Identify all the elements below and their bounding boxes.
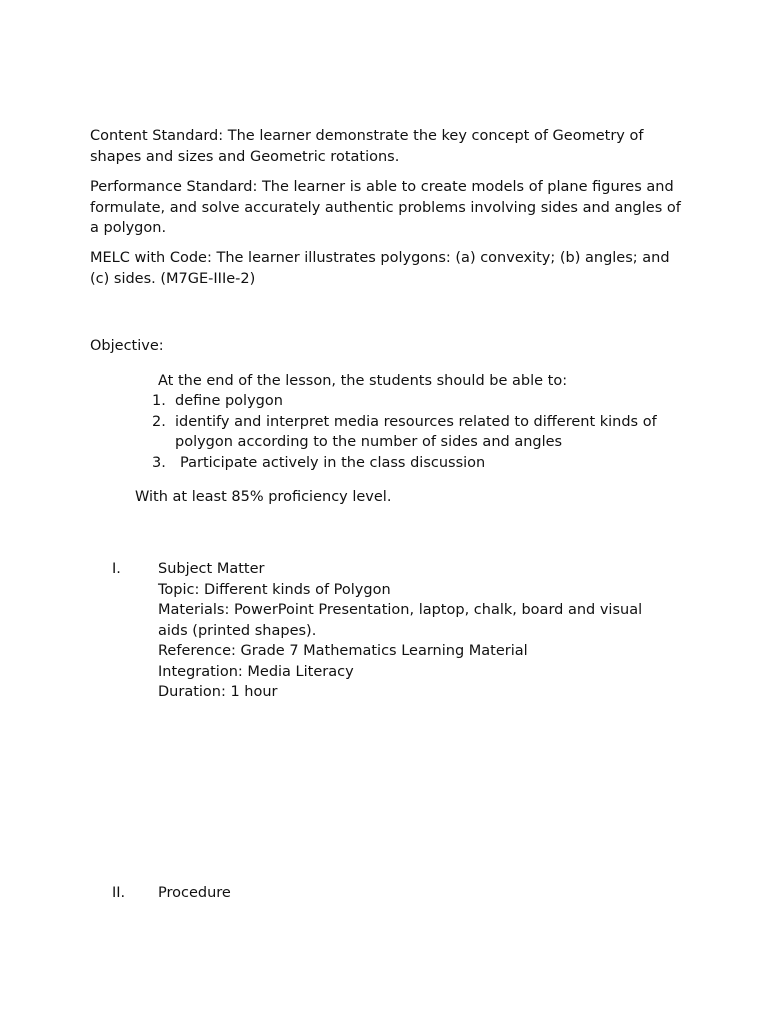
- objective-item-text: identify and interpret media resources related to different kinds of polygon according to the number of sides and angles: [175, 413, 657, 450]
- proficiency-level: With at least 85% proficiency level.: [135, 489, 392, 505]
- section-title: Procedure: [158, 885, 231, 901]
- objective-list: [152, 391, 692, 473]
- section-line-integration: Integration: Media Literacy: [158, 663, 354, 680]
- section-body: [158, 559, 658, 703]
- objective-item: [152, 412, 692, 453]
- section-line-materials: Materials: PowerPoint Presentation, laptop, chalk, board and visual aids (printed shapes).: [158, 602, 643, 639]
- section-body: [158, 883, 658, 904]
- section-line-topic: Topic: Different kinds of Polygon: [158, 581, 391, 598]
- objective-item-text: define polygon: [175, 393, 283, 409]
- objective-item-number: 2.: [152, 413, 166, 430]
- objective-item: [152, 391, 692, 412]
- content-standard: Content Standard: The learner demonstrate the key concept of Geometry of shapes and sizes and Geometric rotations.: [90, 128, 644, 165]
- objective-item: [152, 453, 692, 474]
- objective-item-number: 1.: [152, 393, 166, 409]
- objective-item-text: Participate actively in the class discussion: [180, 454, 486, 471]
- performance-standard: Performance Standard: The learner is able to create models of plane figures and formulate, and solve accurately authentic problems involving sides and angles of a polygon.: [90, 179, 681, 236]
- objective-item-number: 3.: [152, 454, 166, 471]
- section-number: II.: [112, 885, 126, 901]
- section-title: Subject Matter: [158, 561, 265, 577]
- objective-heading: Objective:: [90, 338, 164, 354]
- melc-code: MELC with Code: The learner illustrates polygons: (a) convexity; (b) angles; and (c) sides. (M7GE-IIIe-2): [90, 250, 670, 287]
- section-line-reference: Reference: Grade 7 Mathematics Learning Material: [158, 643, 528, 659]
- section-line-duration: Duration: 1 hour: [158, 684, 278, 700]
- objective-intro: At the end of the lesson, the students should be able to:: [158, 373, 568, 389]
- section-number: I.: [112, 561, 121, 577]
